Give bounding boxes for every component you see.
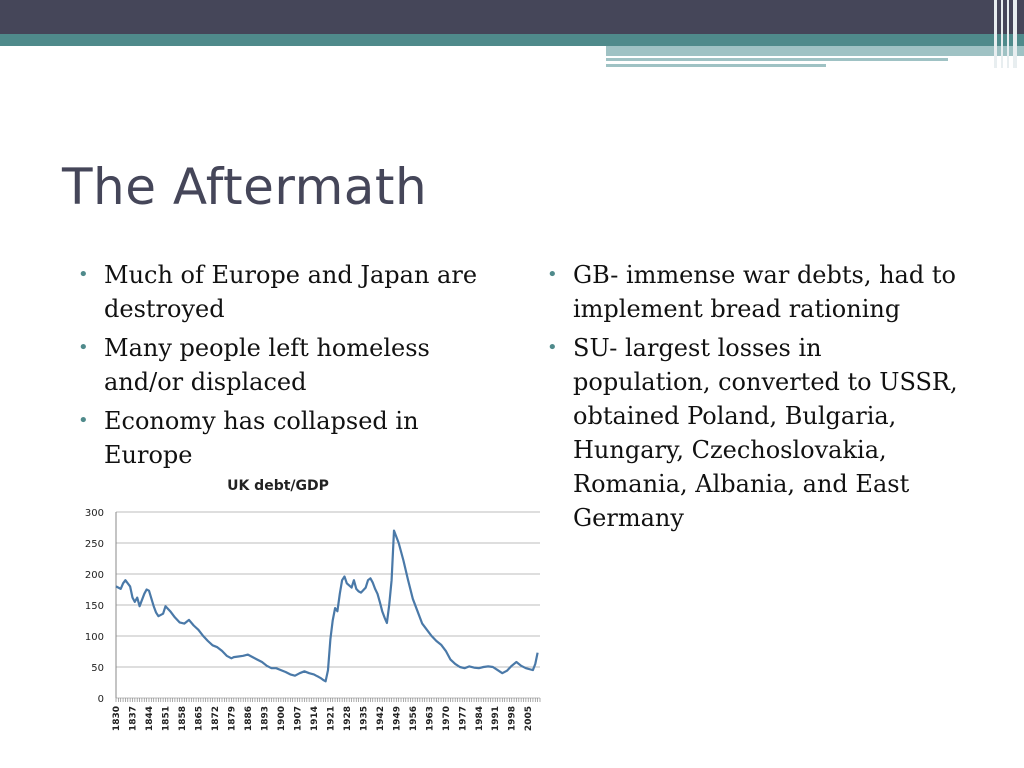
slide-title: The Aftermath	[62, 158, 428, 216]
x-tick-label: 1872	[210, 706, 221, 732]
decor-line	[1001, 0, 1003, 68]
x-tick-label: 2005	[524, 706, 535, 732]
bullet-text: SU- largest losses in population, converted to USSR, obtained Poland, Bulgaria, Hungary, Czechoslovakia, Romania, Albania, and East Germany	[573, 334, 958, 532]
chart-title: UK debt/GDP	[227, 478, 329, 494]
x-tick-label: 1963	[425, 706, 436, 732]
bullet-text: Economy has collapsed in Europe	[104, 407, 419, 469]
decor-line	[994, 0, 997, 68]
x-tick-label: 1844	[144, 706, 155, 732]
x-tick-label: 1949	[392, 706, 403, 732]
header-bar	[0, 0, 1024, 34]
x-tick-label: 1942	[375, 706, 386, 732]
bullet-text: GB- immense war debts, had to implement bread rationing	[573, 261, 956, 323]
accent-band	[0, 34, 1024, 46]
x-tick-label: 1830	[112, 706, 122, 732]
bullet-icon: •	[78, 410, 89, 431]
x-tick-label: 1858	[177, 706, 188, 732]
bullet-item	[74, 258, 514, 326]
x-tick-label: 1907	[293, 706, 304, 732]
x-tick-label: 1851	[161, 706, 172, 732]
bullet-item	[74, 404, 514, 472]
x-tick-label: 1879	[227, 706, 238, 732]
x-tick-label: 1998	[507, 706, 518, 732]
y-tick-label: 0	[97, 694, 104, 705]
x-tick-label: 1935	[359, 706, 370, 732]
decor-line	[1007, 0, 1009, 68]
x-tick-label: 1984	[474, 706, 485, 732]
y-tick-label: 300	[84, 508, 104, 519]
x-tick-label: 1900	[276, 706, 287, 732]
bullet-icon: •	[547, 337, 558, 358]
bullet-icon: •	[78, 264, 89, 285]
x-tick-label: 1991	[491, 706, 502, 732]
bullet-icon: •	[78, 337, 89, 358]
decor-stripe	[606, 58, 948, 61]
decor-stripe	[606, 64, 826, 67]
x-tick-label: 1956	[408, 706, 419, 732]
series-line	[116, 531, 538, 682]
uk-debt-chart	[78, 470, 548, 745]
x-tick-label: 1921	[326, 706, 337, 732]
x-tick-label: 1837	[128, 706, 139, 732]
left-bullet-list	[74, 258, 514, 477]
x-tick-label: 1970	[441, 706, 452, 732]
x-tick-label: 1893	[260, 706, 271, 732]
x-tick-label: 1914	[309, 706, 320, 732]
x-tick-label: 1865	[194, 706, 205, 732]
bullet-icon: •	[547, 264, 558, 285]
bullet-item	[74, 331, 514, 399]
x-tick-label: 1977	[458, 706, 469, 732]
bullet-text: Many people left homeless and/or displaced	[104, 334, 430, 396]
x-tick-label: 1928	[342, 706, 353, 732]
bullet-item	[543, 331, 963, 535]
y-tick-label: 150	[84, 601, 104, 612]
y-tick-label: 250	[84, 539, 104, 550]
y-tick-label: 100	[84, 632, 104, 643]
right-bullet-list	[543, 258, 963, 540]
x-tick-label: 1886	[243, 706, 254, 732]
bullet-item	[543, 258, 963, 326]
bullet-text: Much of Europe and Japan are destroyed	[104, 261, 478, 323]
decor-line	[1013, 0, 1017, 68]
y-tick-label: 50	[91, 663, 104, 674]
decor-stripe	[606, 46, 1024, 56]
y-tick-label: 200	[84, 570, 104, 581]
